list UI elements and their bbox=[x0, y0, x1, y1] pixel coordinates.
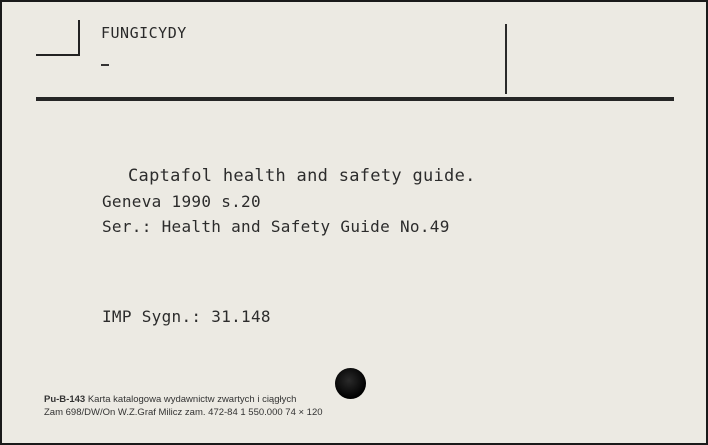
imprint-line: Geneva 1990 s.20 bbox=[102, 192, 261, 211]
corner-mark-vertical bbox=[78, 20, 80, 56]
call-number-line: IMP Sygn.: 31.148 bbox=[102, 307, 271, 326]
form-description: Karta katalogowa wydawnictw zwartych i ciągłych bbox=[87, 394, 297, 405]
corner-mark-horizontal bbox=[36, 54, 79, 56]
title-line: Captafol health and safety guide. bbox=[128, 166, 476, 186]
vertical-divider bbox=[505, 24, 507, 94]
form-code: Pu-B-143 bbox=[44, 394, 86, 405]
horizontal-rule bbox=[36, 97, 674, 101]
punch-hole bbox=[335, 368, 366, 399]
series-line: Ser.: Health and Safety Guide No.49 bbox=[102, 217, 450, 236]
catalog-card bbox=[2, 2, 706, 443]
heading-dash bbox=[101, 64, 109, 66]
footer-line-2: Zam 698/DW/On W.Z.Graf Milicz zam. 472-84 1 550.000 74 × 120 bbox=[44, 407, 323, 418]
footer-line-1 bbox=[44, 394, 296, 405]
subject-heading: FUNGICYDY bbox=[101, 24, 187, 42]
